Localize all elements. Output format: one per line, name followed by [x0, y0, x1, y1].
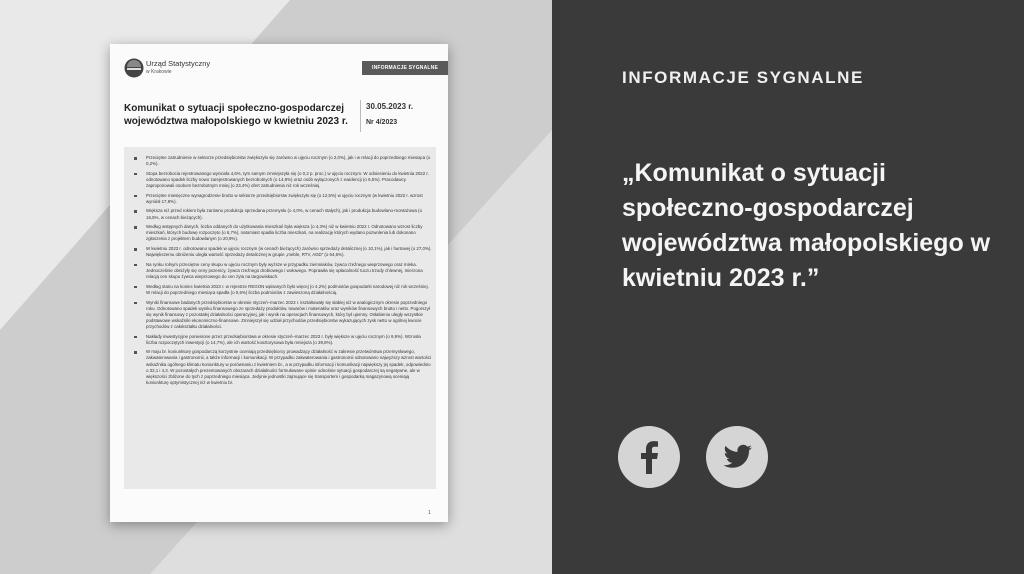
bullet-item: Wyniki finansowe badanych przedsiębiorstw w okresie styczeń–marzec 2023 r. kształtowały się słabiej niż w analogicznym okresie poprzedniego roku. Odnotowano spadek wyniku finansowego ze sprzedaży produktów, towarów i materiałów oraz wyników finansowych brutto i netto. Pogorszył się wynik finansowy z pozostałej działalności operacyjnej, jak i wynik na operacjach finansowych, który był ujemny. Osłabieniu uległy wszystkie podstawowe wskaźniki ekonomiczno-finansowe. Zmniejszył się udział przychodów przedsiębiorstw wykazujących zysk netto w ogólnej kwocie przychodów z całokształtu działalności. [132, 300, 432, 330]
document-bullet-list [132, 155, 432, 390]
document-page [110, 44, 448, 522]
bullet-item: Przeciętne zatrudnienie w sektorze przedsiębiorstw zwiększyło się zarówno w ujęciu rocznym (o 2,0%), jak i w relacji do poprzedniego miesiąca (o 0,2%). [132, 155, 432, 167]
document-page-number: 1 [428, 510, 431, 516]
bullet-item: Według wstępnych danych, liczba oddanych do użytkowania mieszkań była większa (o 4,3%) niż w kwietniu 2022 r. Odnotowano wzrost liczby mieszkań, których budowę rozpoczęto (o 6,7%), natomiast spadła liczba mieszkań, na realizację których wydano pozwolenia lub dokonano zgłoszenia z projektem budowlanym (o 20,9%). [132, 224, 432, 242]
document-summary-box [124, 147, 436, 489]
document-number: Nr 4/2023 [366, 119, 398, 126]
panel-label: INFORMACJE SYGNALNE [622, 68, 864, 87]
facebook-icon [618, 426, 680, 488]
bullet-item: Według stanu na koniec kwietnia 2023 r. w rejestrze REGON wpisanych było więcej (o 4,2%) podmiotów gospodarki narodowej niż rok wcześniej. W relacji do poprzedniego miesiąca spadła (o 0,6%) liczba podmiotów z zawieszoną działalnością. [132, 284, 432, 296]
document-tag: INFORMACJE SYGNALNE [362, 61, 448, 75]
panel-title: „Komunikat o sytuacji społeczno-gospodarczej województwa małopolskiego w kwietniu 2023 r.” [622, 159, 991, 292]
right-panel [552, 0, 1024, 574]
bullet-item: Większa niż przed rokiem była zarówno produkcja sprzedana przemysłu (o 4,0%, w cenach stałych), jak i produkcja budowlano-montażowa (o 16,5%, w cenach bieżących). [132, 208, 432, 220]
bullet-item: Stopa bezrobocia rejestrowanego wyniosła 4,6%, tym samym zmniejszyła się (o 0,2 p. proc.) w ujęciu rocznym. W odniesieniu do kwietnia 2022 r. odnotowano spadek liczby nowo zarejestrowanych bezrobotnych (o 14,8%) oraz osób wyłączonych z ewidencji (o 6,5%). Pracodawcy zaproponowali osobom bezrobotnym mniej (o 23,4%) ofert zatrudnienia niż rok wcześniej. [132, 171, 432, 189]
document-org-city: w Krakowie [146, 69, 172, 75]
document-org-name: Urząd Statystyczny [146, 59, 211, 68]
document-date: 30.05.2023 r. [366, 102, 414, 111]
bullet-item: W kwietniu 2023 r. odnotowano spadek w ujęciu rocznym (w cenach bieżących) zarówno sprzedaży detalicznej (o 10,1%), jak i hurtowej (o 27,0%). Największemu obniżeniu uległa wartość sprzedaży detalicznej w grupie „meble, RTV, AGD” (o 64,6%). [132, 246, 432, 258]
facebook-button[interactable] [618, 426, 680, 488]
bullet-item: Nakłady inwestycyjne poniesione przez przedsiębiorstwa w okresie styczeń–marzec 2023 r. były większe w ujęciu rocznym (o 9,9%). Wzrosła liczba rozpoczętych inwestycji (o 14,7%), ale ich wartość kosztorysowa była mniejsza (o 39,8%). [132, 334, 432, 346]
document-divider [360, 100, 361, 132]
document-title: Komunikat o sytuacji społeczno-gospodarczej województwa małopolskiego w kwietniu 2023 r. [124, 103, 348, 127]
twitter-icon [706, 426, 768, 488]
logo-icon [124, 58, 144, 78]
twitter-button[interactable] [706, 426, 768, 488]
bullet-item: W maju br. koniunkturę gospodarczą korzystnie oceniają przedsiębiorcy prowadzący działalność w zakresie przetwórstwa przemysłowego, zakwaterowania i gastronomii, a także informacji i komunikacji. W przypadku zakwaterowania i gastronomii odnotowano najwyższy wzrost wartości wskaźnika ogólnego klimatu koniunktury w porównaniu z kwietniem br., a w przypadku informacji i komunikacji największy jej spadek, odpowiednio o 32,1 i 4,3. W pozostałych prezentowanych obszarach działalności formułowane opinie odnośnie sytuacji gospodarczej są negatywne, ale w większości zbliżone do tych z poprzedniego miesiąca. Jedynie jednostki zajmujące się transportem i gospodarką magazynową oceniają koniunkturę optymistycznej niż w kwietniu br. [132, 349, 432, 386]
bullet-item: Przeciętne miesięczne wynagrodzenie brutto w sektorze przedsiębiorstw zwiększyło się (o 12,5%) w ujęciu rocznym (w kwietniu 2022 r. wzrost wyniósł 17,8%). [132, 193, 432, 205]
bullet-item: Na rynku rolnym przeciętne ceny skupu w ujęciu rocznym były wyższe w przypadku ziemniaków, żywca rzeźnego wieprzowego oraz mleka. Jednocześnie obniżyły się ceny pszenicy, żywca rzeźnego drobiowego i wołowego. Poprawiła się opłacalność tuczu trzody chlewnej, mierzona relacją cen skupu żywca wieprzowego do cen żyta na targowiskach. [132, 262, 432, 280]
